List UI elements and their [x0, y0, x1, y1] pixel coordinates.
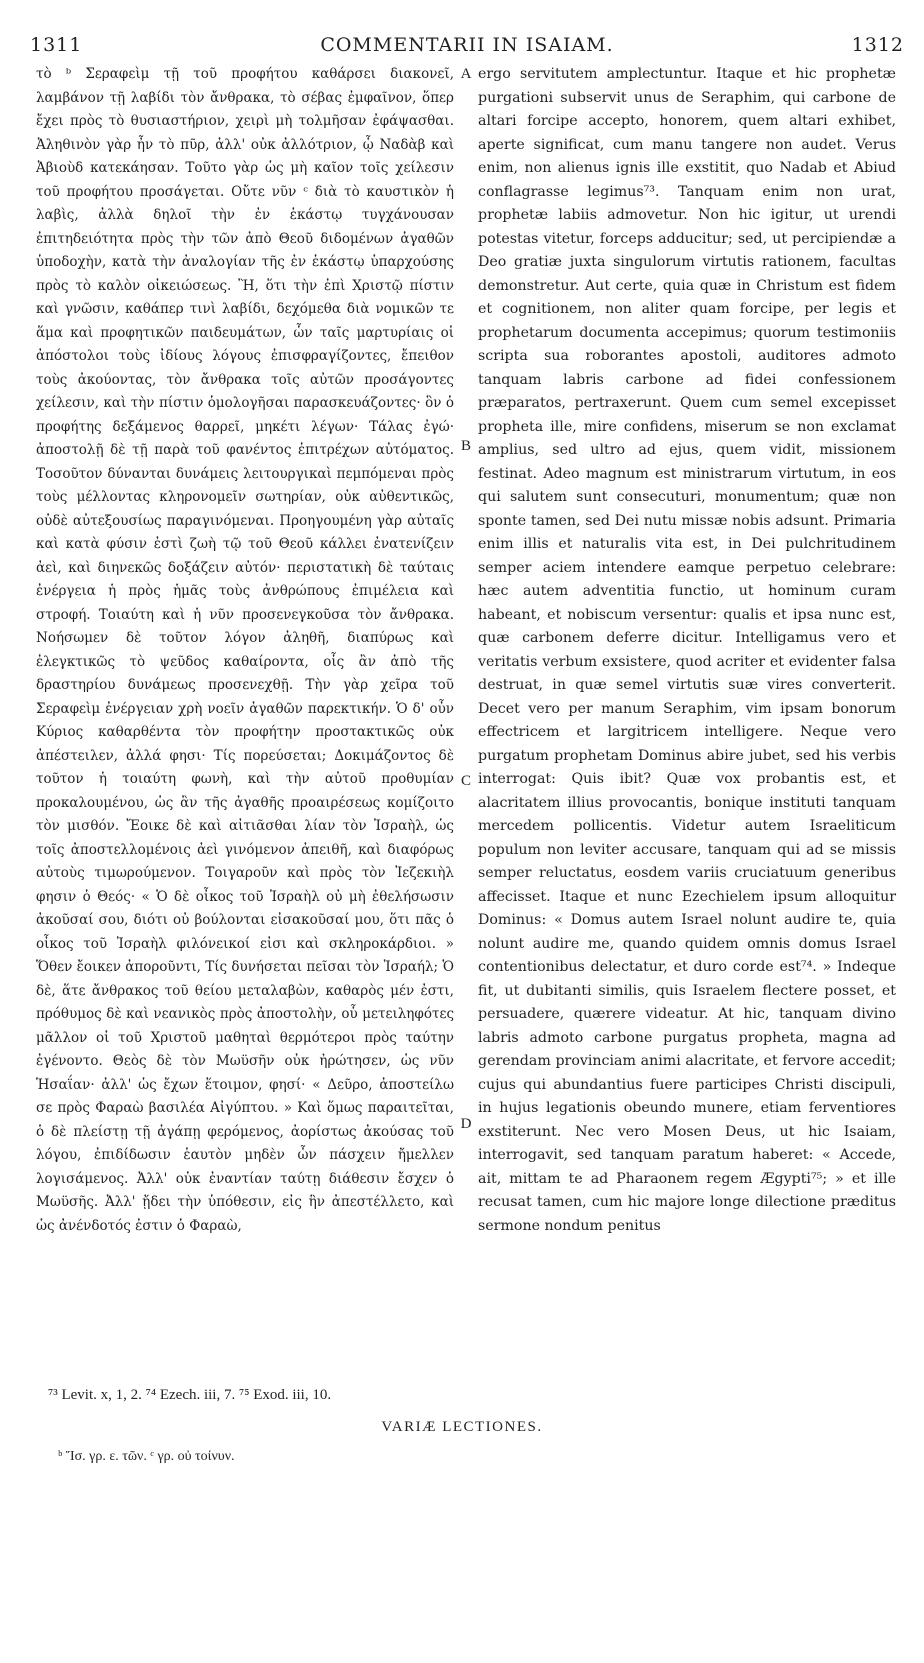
- latin-text: ergo servitutem amplectuntur. Itaque et hic prophetæ purgationi subservit unus de Seraphim, qui carbone de altari forcipe accepto, honorem, quem altari exhibet, aperte significat, cum manu tangere non audet. Verus enim, non alienus ignis ille exstitit, quo Nadab et Abiud conflagrasse legimus⁷³. Tanquam enim non urat, prophetæ labiis admovetur. Non hic igitur, ut urendi potestas vitetur, forceps adducitur; sed, ut percipiendæ a Deo gratiæ juxta singulorum virtutis rationem, facultas demonstretur. Aut certe, quia quæ in Christum est fidem et cognitionem, non aliter quam forcipe, per legis et prophetarum documenta accepimus; quorum testimoniis scripta sua roborantes apostoli, auditores admoto tanquam labris carbone ad fidei confessionem præparatos, pertraxerunt. Quem cum semel excepisset propheta ille, mire confidens, miserum se non exclamat amplius, sed ultro ad ejus, quem vidit, missionem festinat. Adeo magnum est ministrarum virtutum, in eos qui salutem sunt consecuturi, monumentum; quæ non sponte tamen, sed Dei nutu missæ nobis adsunt. Primaria enim illis et naturalis vita est, in Dei pulchritudinem semper aciem intendere eamque perpetuo celebrare: hæc autem adventitia functio, ut hominum curam habeant, et nobiscum versentur: qualis et ipsa nunc est, quæ carbonem deferre dicitur. Intelligamus vero et veritatis verbum exsistere, quod acriter et evidenter falsa destruat, in quæ semel virtutis suæ vires converterit. Decet vero per manum Seraphim, vim ipsam bonorum effectricem et largitricem intelligere. Neque vero purgatum prophetam Dominus abire jubet, sed his verbis interrogat: Quis ibit? Quæ vox probantis est, et alacritatem illius provocantis, bonique instituti tanquam mercedem pollicentis. Videtur autem Israeliticum populum non leviter accusare, tanquam qui ad se missis semper reluctatus, eosdem variis cruciatuum generibus affecisset. Itaque et nunc Ezechielem ipsum alloquitur Dominus: « Domus autem Israel nolunt audire te, quia nolunt audire me, quando quidem omnis domus Israel contentionibus delectatur, et duro corde est⁷⁴. » Indeque fit, ut dubitanti similis, quis Israelem flectere posset, et persuadere, quærere videatur. At hic, tanquam divino labris admoto carbone purgatus propheta, magna ad gerendam provinciam animi alacritate, et fervore accedit; cujus qui abundantius fuere participes Christi discipuli, in hujus legationis obeundo munere, etiam ferventiores exstiterunt. Nec vero Mosen Deus, ut hic Isaiam, interrogavit, sed tanquam paratum haberet: « Accede, ait, mittam te ad Pharaonem regem Ægypti⁷⁵; » et ille recusat tamen, cum hic majore longe dilectione præditus sermone nondum penitus: [478, 66, 896, 1234]
- footnotes: ⁷³ Levit. x, 1, 2. ⁷⁴ Ezech. iii, 7. ⁷⁵ Exod. iii, 10.: [48, 1387, 332, 1403]
- running-title: COMMENTARII IN ISAIAM.: [320, 34, 614, 56]
- variae-lectiones-text: ᵇ Ἴσ. γρ. ε. τῶν. ᶜ γρ. οὐ τοίνυν.: [58, 1449, 235, 1464]
- margin-letter-b: B: [460, 438, 471, 454]
- page-number-left: 1311: [30, 34, 83, 56]
- greek-text: τὸ ᵇ Σεραφεὶμ τῇ τοῦ προφήτου καθάρσει διακονεῖ, λαμβάνον τῇ λαβίδι τὸν ἄνθρακα, τὸ σέβας ἐμφαῖνον, ὅπερ ἔχει πρὸς τὸ θυσιαστήριον, χειρὶ μὴ τολμῆσαν ἐφάψασθαι. Ἀληθινὸν γὰρ ἦν τὸ πῦρ, ἀλλ' οὐκ ἀλλότριον, ᾧ Ναδὰβ καὶ Ἀβιοὺδ κατεκάησαν. Τοῦτο γὰρ ὡς μὴ καῖον τοῖς χείλεσιν τοῦ προφήτου προσάγεται. Οὔτε νῦν ᶜ διὰ τὸ καυστικὸν ἡ λαβὶς, ἀλλὰ δηλοῖ τὴν ἐν ἑκάστῳ τυγχάνουσαν ἐπιτηδειότητα πρὸς τὴν τῶν ἀπὸ Θεοῦ διδομένων ἀγαθῶν ὑποδοχὴν, κατὰ τὴν ἀναλογίαν τῆς ἐν ἑκάστῳ ὑπαρχούσης πρὸς τὸ καλὸν οἰκειώσεως. Ἢ, ὅτι τὴν ἐπὶ Χριστῷ πίστιν καὶ γνῶσιν, καθάπερ τινὶ λαβίδι, δεχόμεθα διὰ νομικῶν τε ἅμα καὶ προφητικῶν παιδευμάτων, ὧν ταῖς μαρτυρίαις οἱ ἀπόστολοι τοὺς ἰδίους λόγους ἐπισφραγίζοντες, ἔπειθον τοὺς ἀκούοντας, τὸν ἄνθρακα τοῖς αὐτῶν προσάγοντες χείλεσιν, καὶ τὴν πίστιν ὁμολογῆσαι παρασκευάζοντες· ὃν ὁ προφήτης δεξάμενος θαρρεῖ, μηκέτι λέγων· Τάλας ἐγώ· ἀποστολῇ δὲ τῇ παρὰ τοῦ φανέντος ἐπιτρέχων αὐτόματος. Τοσοῦτον δύνανται δυνάμεις λειτουργικαὶ πεμπόμεναι πρὸς τοὺς μέλλοντας κληρονομεῖν σωτηρίαν, οὐκ αὐθεντικῶς, οὐδὲ αὐτεξουσίως παραγινόμεναι. Προηγουμένη γὰρ αὐταῖς καὶ κατὰ φύσιν ἐστὶ ζωὴ τῷ τοῦ Θεοῦ κάλλει ἐνατενίζειν ἀεὶ, καὶ διηνεκῶς δοξάζειν αὐτόν· περιστατικὴ δὲ ταύταις ἐνέργεια ἡ πρὸς ἡμᾶς τοὺς ἀνθρώπους ἐπιμέλεια καὶ στροφή. Τοιαύτη καὶ ἡ νῦν προσενεγκοῦσα τὸν ἄνθρακα. Νοήσωμεν δὲ τοῦτον λόγον ἀληθῆ, διαπύρως καὶ ἐλεγκτικῶς τὸ ψεῦδος καθαίροντα, οἷς ἂν ἀπὸ τῆς δραστηρίου δυνάμεως προσενεχθῇ. Τὴν γὰρ χεῖρα τοῦ Σεραφεὶμ ἐνέργειαν χρὴ νοεῖν ἀγαθῶν παρεκτικήν. Ὁ δ' οὖν Κύριος καθαρθέντα τὸν προφήτην προστακτικῶς οὐκ ἀπέστειλεν, ἀλλά φησι· Τίς πορεύσεται; Δοκιμάζοντος δὲ τοῦτον ἡ τοιαύτη φωνὴ, καὶ τὴν αὐτοῦ προθυμίαν προκαλουμένου, ὡς ἂν τῆς ἀγαθῆς προαιρέσεως κομίζοιτο τὸν μισθόν. Ἔοικε δὲ καὶ αἰτιᾶσθαι λίαν τὸν Ἰσραὴλ, ὡς τοῖς ἀποστελλομένοις ἀεὶ γινόμενον ἀπειθῆ, καὶ διαφόρως αὐτοὺς τιμωρούμενον. Τοιγαροῦν καὶ πρὸς τὸν Ἰεζεκιὴλ φησιν ὁ Θεός· « Ὁ δὲ οἶκος τοῦ Ἰσραὴλ οὐ μὴ ἐθελήσωσιν ἀκοῦσαί σου, διότι οὐ βούλονται εἰσακοῦσαί μου, ὅτι πᾶς ὁ οἶκος τοῦ Ἰσραὴλ φιλόνεικοί εἰσι καὶ σκληροκάρδιοι. » Ὅθεν ἔοικεν ἀποροῦντι, Τίς δυνήσεται πεῖσαι τὸν Ἰσραήλ; Ὁ δὲ, ἅτε ἄνθρακος τοῦ θείου μεταλαβὼν, καθαρὸς μέν ἐστι, πρόθυμος δὲ καὶ νεανικὸς πρὸς ἀποστολὴν, οὗ μετειληφότες μᾶλλον οἱ τοῦ Χριστοῦ μαθηταὶ θερμότεροι πρὸς ταύτην ἐγένοντο. Θεὸς δὲ τὸν Μωϋσῆν οὐκ ἠρώτησεν, ὡς νῦν Ἡσαΐαν· ἀλλ' ὡς ἔχων ἕτοιμον, φησί· « Δεῦρο, ἀποστείλω σε πρὸς Φαραὼ βασιλέα Αἰγύπτου. » Καὶ ὅμως παραιτεῖται, ὁ δὲ πλείστῃ τῇ ἀγάπῃ φερόμενος, ἀορίστως ἀκούσας τοῦ λόγου, ἐπιδίδωσιν ἑαυτὸν μηδὲν ὧν πάσχειν ἤμελλεν λογισάμενος. Ἀλλ' οὐκ ἐναντίαν ταύτῃ διάθεσιν ἔσχεν ὁ Μωϋσῆς. Ἀλλ' ᾔδει τὴν ὑπόθεσιν, εἰς ἣν ἀπεστέλλετο, καὶ ὡς ἀνένδοτός ἐστιν ὁ Φαραὼ,: [36, 66, 454, 1234]
- margin-letter-a: A: [460, 66, 472, 82]
- page-header: [30, 34, 904, 60]
- variae-lectiones-title: VARIÆ LECTIONES.: [381, 1419, 543, 1435]
- margin-letter-c: C: [460, 773, 471, 789]
- margin-letter-d: D: [460, 1116, 472, 1132]
- page-number-right: 1312: [851, 34, 904, 56]
